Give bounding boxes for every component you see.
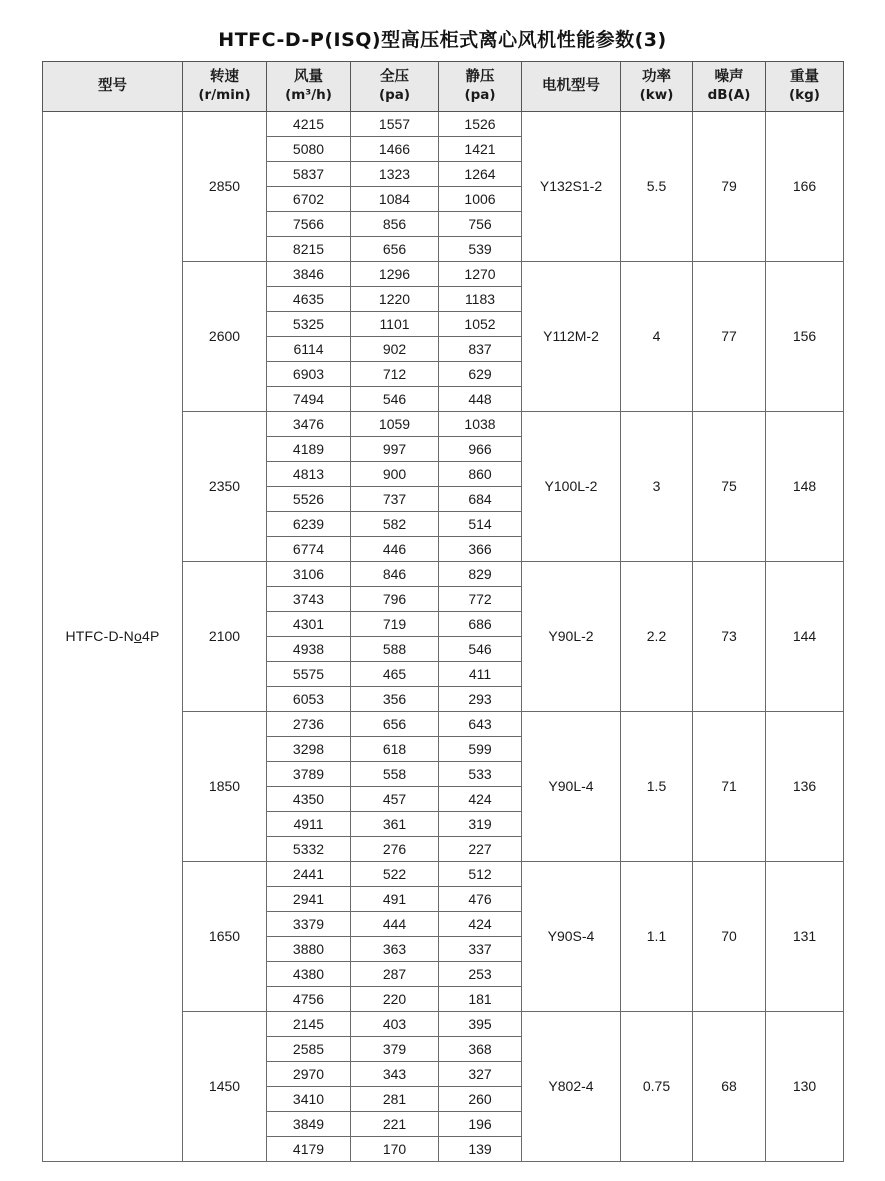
cell-total-pressure: 1220 [351, 287, 439, 312]
cell-total-pressure: 403 [351, 1012, 439, 1037]
cell-weight: 131 [766, 862, 844, 1012]
cell-airflow: 6903 [267, 362, 351, 387]
cell-airflow: 4635 [267, 287, 351, 312]
column-header-total-pressure [351, 62, 439, 112]
column-header-weight-unit: (kg) [789, 87, 820, 104]
cell-total-pressure: 361 [351, 812, 439, 837]
column-header-static-pressure-label: 静压 [465, 69, 495, 85]
cell-noise: 79 [693, 112, 766, 262]
cell-static-pressure: 253 [439, 962, 522, 987]
cell-speed: 2850 [183, 112, 267, 262]
cell-static-pressure: 260 [439, 1087, 522, 1112]
cell-airflow: 6053 [267, 687, 351, 712]
cell-total-pressure: 656 [351, 237, 439, 262]
cell-airflow: 4756 [267, 987, 351, 1012]
cell-total-pressure: 276 [351, 837, 439, 862]
cell-static-pressure: 293 [439, 687, 522, 712]
cell-static-pressure: 1038 [439, 412, 522, 437]
cell-airflow: 4350 [267, 787, 351, 812]
column-header-static-pressure-unit: (pa) [464, 87, 496, 104]
cell-power: 3 [621, 412, 693, 562]
cell-static-pressure: 1052 [439, 312, 522, 337]
cell-static-pressure: 424 [439, 787, 522, 812]
column-header-airflow [267, 62, 351, 112]
cell-static-pressure: 1526 [439, 112, 522, 137]
column-header-speed [183, 62, 267, 112]
header-row [43, 62, 844, 112]
cell-total-pressure: 363 [351, 937, 439, 962]
cell-static-pressure: 546 [439, 637, 522, 662]
cell-power: 0.75 [621, 1012, 693, 1162]
cell-weight: 166 [766, 112, 844, 262]
cell-static-pressure: 860 [439, 462, 522, 487]
cell-total-pressure: 618 [351, 737, 439, 762]
cell-total-pressure: 856 [351, 212, 439, 237]
cell-static-pressure: 643 [439, 712, 522, 737]
cell-total-pressure: 558 [351, 762, 439, 787]
cell-total-pressure: 656 [351, 712, 439, 737]
fan-model-suffix: 4P [141, 628, 160, 645]
cell-airflow: 2970 [267, 1062, 351, 1087]
cell-total-pressure: 900 [351, 462, 439, 487]
cell-airflow: 4911 [267, 812, 351, 837]
cell-total-pressure: 522 [351, 862, 439, 887]
cell-power: 1.1 [621, 862, 693, 1012]
cell-static-pressure: 181 [439, 987, 522, 1012]
table-body [43, 112, 844, 1162]
column-header-noise-unit: dB(A) [707, 87, 751, 104]
cell-airflow: 2585 [267, 1037, 351, 1062]
cell-total-pressure: 902 [351, 337, 439, 362]
cell-speed: 2350 [183, 412, 267, 562]
cell-total-pressure: 796 [351, 587, 439, 612]
cell-airflow: 3379 [267, 912, 351, 937]
cell-static-pressure: 337 [439, 937, 522, 962]
cell-total-pressure: 343 [351, 1062, 439, 1087]
cell-static-pressure: 684 [439, 487, 522, 512]
cell-total-pressure: 546 [351, 387, 439, 412]
fan-performance-table [42, 61, 844, 1162]
page-title: HTFC-D-P(ISQ)型高压柜式离心风机性能参数(3) [218, 29, 667, 51]
cell-airflow: 4179 [267, 1137, 351, 1162]
cell-motor-model: Y132S1-2 [522, 112, 621, 262]
cell-total-pressure: 220 [351, 987, 439, 1012]
cell-airflow: 5575 [267, 662, 351, 687]
cell-static-pressure: 539 [439, 237, 522, 262]
cell-airflow: 3846 [267, 262, 351, 287]
cell-total-pressure: 1084 [351, 187, 439, 212]
cell-total-pressure: 287 [351, 962, 439, 987]
cell-airflow: 4189 [267, 437, 351, 462]
cell-total-pressure: 356 [351, 687, 439, 712]
cell-airflow: 6702 [267, 187, 351, 212]
column-header-model-label: 型号 [98, 77, 127, 94]
cell-static-pressure: 629 [439, 362, 522, 387]
cell-static-pressure: 139 [439, 1137, 522, 1162]
cell-airflow: 4215 [267, 112, 351, 137]
cell-airflow: 3789 [267, 762, 351, 787]
cell-noise: 71 [693, 712, 766, 862]
column-header-weight [766, 62, 844, 112]
cell-airflow: 4380 [267, 962, 351, 987]
cell-static-pressure: 756 [439, 212, 522, 237]
cell-airflow: 2736 [267, 712, 351, 737]
cell-noise: 68 [693, 1012, 766, 1162]
column-header-speed-label: 转速 [210, 69, 239, 85]
cell-static-pressure: 1006 [439, 187, 522, 212]
cell-airflow: 4301 [267, 612, 351, 637]
cell-noise: 75 [693, 412, 766, 562]
cell-static-pressure: 599 [439, 737, 522, 762]
cell-total-pressure: 737 [351, 487, 439, 512]
cell-total-pressure: 1557 [351, 112, 439, 137]
cell-noise: 73 [693, 562, 766, 712]
column-header-airflow-label: 风量 [294, 69, 323, 85]
cell-static-pressure: 368 [439, 1037, 522, 1062]
cell-total-pressure: 712 [351, 362, 439, 387]
column-header-motor-model [522, 62, 621, 112]
cell-total-pressure: 1059 [351, 412, 439, 437]
column-header-speed-unit: (r/min) [198, 87, 251, 104]
cell-total-pressure: 1296 [351, 262, 439, 287]
cell-static-pressure: 227 [439, 837, 522, 862]
cell-airflow: 5837 [267, 162, 351, 187]
cell-speed: 2600 [183, 262, 267, 412]
cell-airflow: 5325 [267, 312, 351, 337]
table-row [43, 112, 844, 137]
column-header-total-pressure-label: 全压 [380, 69, 409, 85]
cell-motor-model: Y112M-2 [522, 262, 621, 412]
cell-airflow: 5332 [267, 837, 351, 862]
cell-airflow: 4813 [267, 462, 351, 487]
cell-static-pressure: 512 [439, 862, 522, 887]
cell-static-pressure: 837 [439, 337, 522, 362]
cell-weight: 130 [766, 1012, 844, 1162]
cell-static-pressure: 1421 [439, 137, 522, 162]
cell-static-pressure: 395 [439, 1012, 522, 1037]
cell-total-pressure: 1101 [351, 312, 439, 337]
column-header-power-label: 功率 [642, 69, 671, 85]
cell-power: 4 [621, 262, 693, 412]
cell-airflow: 2941 [267, 887, 351, 912]
cell-total-pressure: 170 [351, 1137, 439, 1162]
column-header-airflow-unit: (m³/h) [285, 87, 332, 104]
cell-static-pressure: 424 [439, 912, 522, 937]
cell-motor-model: Y802-4 [522, 1012, 621, 1162]
cell-airflow: 7566 [267, 212, 351, 237]
cell-motor-model: Y100L-2 [522, 412, 621, 562]
cell-speed: 1650 [183, 862, 267, 1012]
cell-total-pressure: 446 [351, 537, 439, 562]
cell-airflow: 6239 [267, 512, 351, 537]
cell-airflow: 5526 [267, 487, 351, 512]
cell-airflow: 3410 [267, 1087, 351, 1112]
cell-total-pressure: 582 [351, 512, 439, 537]
cell-airflow: 6114 [267, 337, 351, 362]
cell-weight: 144 [766, 562, 844, 712]
cell-airflow: 6774 [267, 537, 351, 562]
cell-power: 2.2 [621, 562, 693, 712]
column-header-weight-label: 重量 [790, 69, 819, 85]
cell-weight: 136 [766, 712, 844, 862]
cell-weight: 156 [766, 262, 844, 412]
cell-static-pressure: 196 [439, 1112, 522, 1137]
cell-static-pressure: 448 [439, 387, 522, 412]
cell-fan-model [43, 112, 183, 1162]
cell-static-pressure: 366 [439, 537, 522, 562]
column-header-power-unit: (kw) [639, 87, 674, 104]
column-header-power [621, 62, 693, 112]
cell-total-pressure: 491 [351, 887, 439, 912]
cell-static-pressure: 319 [439, 812, 522, 837]
cell-motor-model: Y90L-2 [522, 562, 621, 712]
cell-static-pressure: 533 [439, 762, 522, 787]
column-header-total-pressure-unit: (pa) [378, 87, 411, 104]
cell-airflow: 3106 [267, 562, 351, 587]
cell-total-pressure: 444 [351, 912, 439, 937]
column-header-model [43, 62, 183, 112]
cell-airflow: 2145 [267, 1012, 351, 1037]
cell-airflow: 4938 [267, 637, 351, 662]
cell-total-pressure: 1466 [351, 137, 439, 162]
cell-static-pressure: 1183 [439, 287, 522, 312]
cell-airflow: 3476 [267, 412, 351, 437]
cell-total-pressure: 1323 [351, 162, 439, 187]
cell-total-pressure: 379 [351, 1037, 439, 1062]
cell-static-pressure: 327 [439, 1062, 522, 1087]
cell-total-pressure: 221 [351, 1112, 439, 1137]
table-header [43, 62, 844, 112]
cell-static-pressure: 1270 [439, 262, 522, 287]
spec-table-container [0, 61, 885, 1162]
cell-speed: 2100 [183, 562, 267, 712]
column-header-noise [693, 62, 766, 112]
cell-static-pressure: 1264 [439, 162, 522, 187]
cell-power: 1.5 [621, 712, 693, 862]
cell-static-pressure: 476 [439, 887, 522, 912]
cell-static-pressure: 686 [439, 612, 522, 637]
column-header-static-pressure [439, 62, 522, 112]
cell-airflow: 5080 [267, 137, 351, 162]
cell-noise: 70 [693, 862, 766, 1012]
cell-static-pressure: 772 [439, 587, 522, 612]
cell-total-pressure: 719 [351, 612, 439, 637]
cell-airflow: 3298 [267, 737, 351, 762]
cell-total-pressure: 465 [351, 662, 439, 687]
cell-total-pressure: 846 [351, 562, 439, 587]
cell-airflow: 3743 [267, 587, 351, 612]
cell-airflow: 2441 [267, 862, 351, 887]
cell-total-pressure: 997 [351, 437, 439, 462]
column-header-motor-model-label: 电机型号 [542, 77, 600, 94]
cell-airflow: 8215 [267, 237, 351, 262]
cell-airflow: 3880 [267, 937, 351, 962]
cell-static-pressure: 514 [439, 512, 522, 537]
cell-speed: 1450 [183, 1012, 267, 1162]
cell-airflow: 3849 [267, 1112, 351, 1137]
cell-static-pressure: 411 [439, 662, 522, 687]
cell-static-pressure: 966 [439, 437, 522, 462]
cell-total-pressure: 588 [351, 637, 439, 662]
column-header-noise-label: 噪声 [714, 69, 744, 85]
cell-speed: 1850 [183, 712, 267, 862]
cell-static-pressure: 829 [439, 562, 522, 587]
cell-total-pressure: 457 [351, 787, 439, 812]
cell-motor-model: Y90L-4 [522, 712, 621, 862]
fan-model-prefix: HTFC-D-N [65, 628, 134, 645]
cell-airflow: 7494 [267, 387, 351, 412]
cell-motor-model: Y90S-4 [522, 862, 621, 1012]
cell-weight: 148 [766, 412, 844, 562]
cell-noise: 77 [693, 262, 766, 412]
fan-model-numero: o [133, 628, 142, 645]
cell-power: 5.5 [621, 112, 693, 262]
cell-total-pressure: 281 [351, 1087, 439, 1112]
